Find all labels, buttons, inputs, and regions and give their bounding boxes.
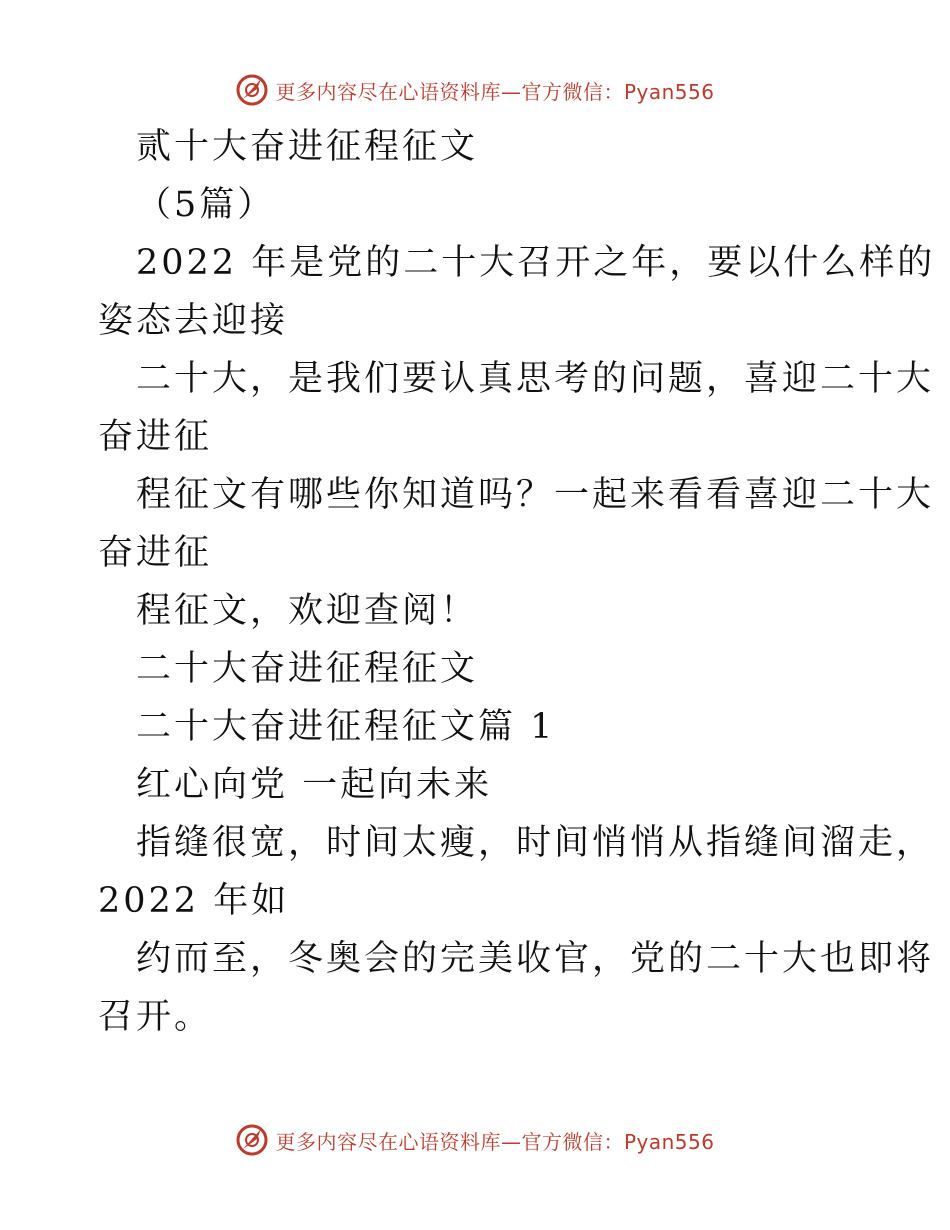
paragraph-line: 2022 年是党的二十大召开之年，要以什么样的	[136, 243, 936, 283]
article-title: 红心向党 一起向未来	[136, 765, 493, 805]
paragraph-line: 程征文，欢迎查阅！	[136, 591, 479, 631]
paragraph-line: 二十大，是我们要认真思考的问题，喜迎二十大	[136, 359, 935, 399]
document-body	[98, 118, 936, 1046]
footer-banner	[0, 1120, 950, 1160]
paragraph-line: 姿态去迎接	[98, 301, 289, 341]
article-heading: 二十大奋进征程征文篇 1	[136, 707, 556, 747]
quill-logo-icon	[235, 73, 269, 107]
paragraph-line: 2022 年如	[98, 881, 290, 921]
paragraph-line: 奋进征	[98, 417, 213, 457]
paragraph-line: 召开。	[98, 997, 213, 1037]
paragraph-line: 奋进征	[98, 533, 213, 573]
paragraph-line: 程征文有哪些你知道吗？一起来看看喜迎二十大	[136, 475, 935, 515]
paragraph-line: 约而至，冬奥会的完美收官，党的二十大也即将	[136, 939, 935, 979]
footer-banner-text: 更多内容尽在心语资料库—官方微信：Pyan556	[275, 1129, 715, 1154]
paragraph-line: 指缝很宽，时间太瘦，时间悄悄从指缝间溜走，	[136, 823, 935, 863]
document-title: 贰十大奋进征程征文	[136, 127, 479, 167]
header-banner	[0, 70, 950, 110]
section-heading: 二十大奋进征程征文	[136, 649, 479, 689]
document-subtitle: （5篇）	[136, 185, 276, 225]
header-banner-text: 更多内容尽在心语资料库—官方微信：Pyan556	[275, 79, 715, 104]
quill-logo-icon	[235, 1123, 269, 1157]
